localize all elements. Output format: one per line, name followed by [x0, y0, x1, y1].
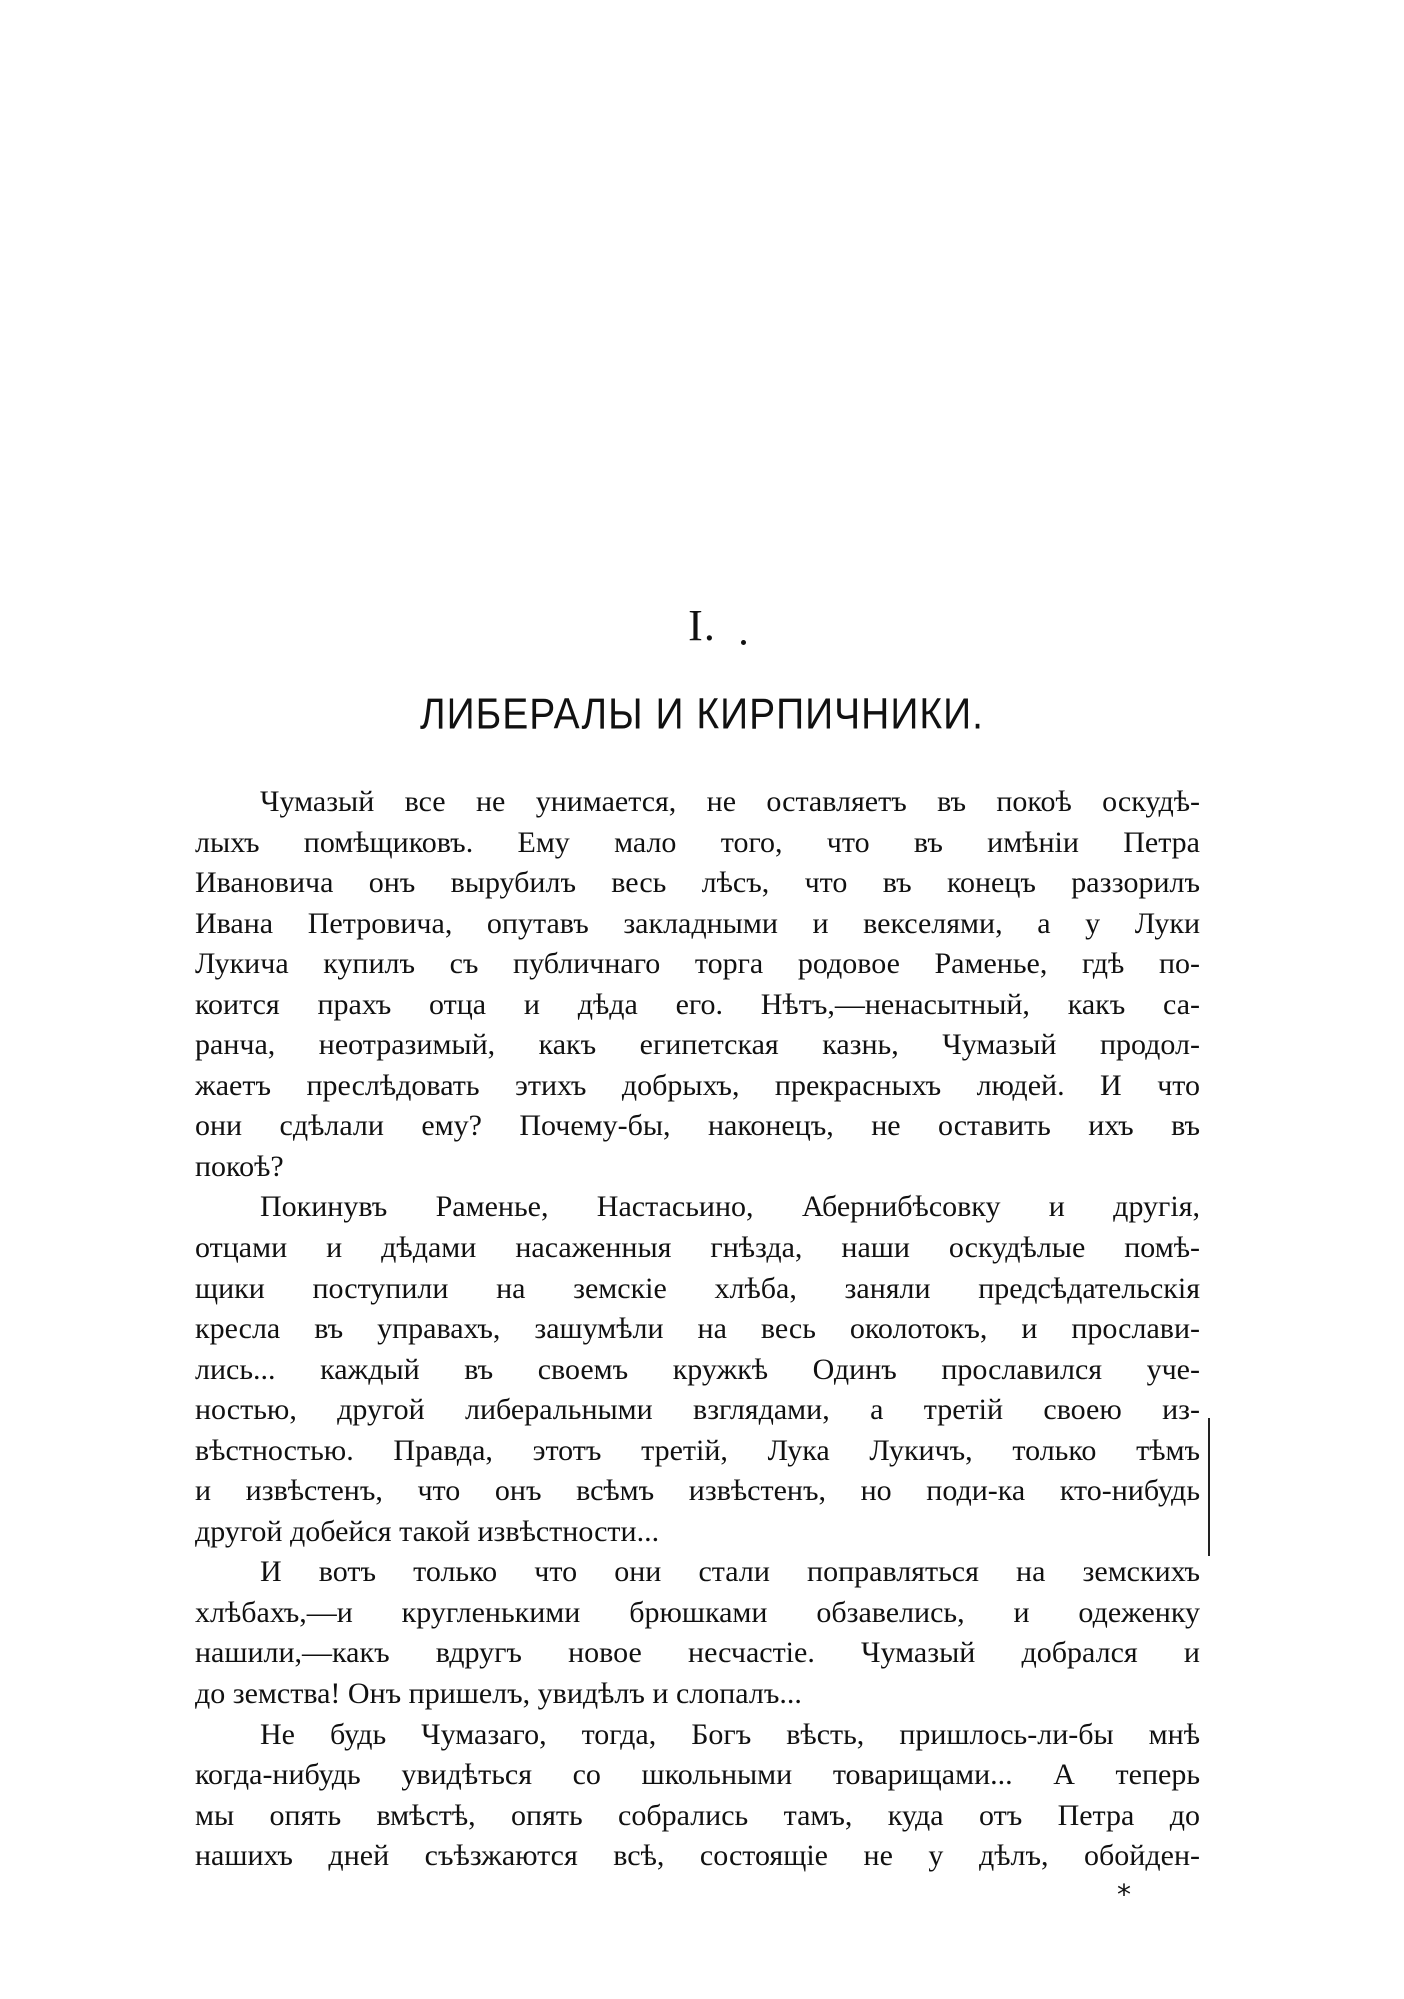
text-line: нашихъ дней съѣзжаются всѣ, состоящіе не у дѣлъ, обойден-	[195, 1839, 1200, 1873]
text-line: лыхъ помѣщиковъ. Ему мало того, что въ имѣніи Петра	[195, 825, 1200, 859]
text-line: Ивана Петровича, опутавъ закладными и векселями, а у Луки	[195, 906, 1200, 940]
text-line: Ивановича онъ вырубилъ весь лѣсъ, что въ конецъ раззорилъ	[195, 866, 1200, 900]
text-line: лись... каждый въ своемъ кружкѣ Одинъ прославился уче-	[195, 1352, 1200, 1386]
text-line: ностью, другой либеральными взглядами, а третій своею из-	[195, 1393, 1200, 1427]
chapter-body-text	[195, 782, 1200, 1877]
text-line: отцами и дѣдами насаженныя гнѣзда, наши оскудѣлые помѣ-	[195, 1231, 1200, 1265]
text-line: мы опять вмѣстѣ, опять собрались тамъ, куда отъ Петра до	[195, 1798, 1200, 1832]
text-line: коится прахъ отца и дѣда его. Нѣтъ,—ненасытный, какъ са-	[195, 987, 1200, 1021]
text-line: Чумазый все не унимается, не оставляетъ въ покоѣ оскудѣ-	[260, 785, 1200, 818]
text-line: покоѣ?	[195, 1149, 284, 1183]
margin-rule	[1208, 1418, 1210, 1556]
signature-mark: *	[1117, 1878, 1131, 1911]
text-line: хлѣбахъ,—и кругленькими брюшками обзавелись, и одеженку	[195, 1595, 1200, 1629]
text-line: Покинувъ Раменье, Настасьино, Абернибѣсовку и другія,	[260, 1190, 1200, 1224]
text-line: кресла въ управахъ, зашумѣли на весь околотокъ, и прослави-	[195, 1312, 1200, 1346]
text-line: Лукича купилъ съ публичнаго торга родовое Раменье, гдѣ по-	[195, 947, 1200, 981]
text-line: вѣстностью. Правда, этотъ третій, Лука Лукичъ, только тѣмъ	[195, 1433, 1200, 1467]
text-line: ранча, неотразимый, какъ египетская казнь, Чумазый продол-	[195, 1028, 1200, 1062]
text-line: щики поступили на земскіе хлѣба, заняли предсѣдательскія	[195, 1271, 1200, 1305]
text-line: они сдѣлали ему? Почему-бы, наконецъ, не оставить ихъ въ	[195, 1109, 1200, 1143]
text-line: И вотъ только что они стали поправляться на земскихъ	[260, 1555, 1200, 1589]
text-line: когда-нибудь увидѣться со школьными товарищами... А теперь	[195, 1758, 1200, 1792]
text-line: и извѣстенъ, что онъ всѣмъ извѣстенъ, но поди-ка кто-нибудь	[195, 1474, 1200, 1508]
text-line: жаетъ преслѣдовать этихъ добрыхъ, прекрасныхъ людей. И что	[195, 1068, 1200, 1102]
text-line: до земства! Онъ пришелъ, увидѣлъ и слопалъ...	[195, 1677, 802, 1711]
text-line: другой добейся такой извѣстности...	[195, 1514, 660, 1548]
text-line: нашили,—какъ вдругъ новое несчастіе. Чумазый добрался и	[195, 1636, 1200, 1670]
chapter-mark	[741, 640, 746, 645]
chapter-number: I.	[688, 601, 716, 650]
text-line: Не будь Чумазаго, тогда, Богъ вѣсть, пришлось-ли-бы мнѣ	[260, 1717, 1200, 1751]
chapter-title: ЛИБЕРАЛЫ И КИРПИЧНИКИ.	[420, 690, 984, 739]
